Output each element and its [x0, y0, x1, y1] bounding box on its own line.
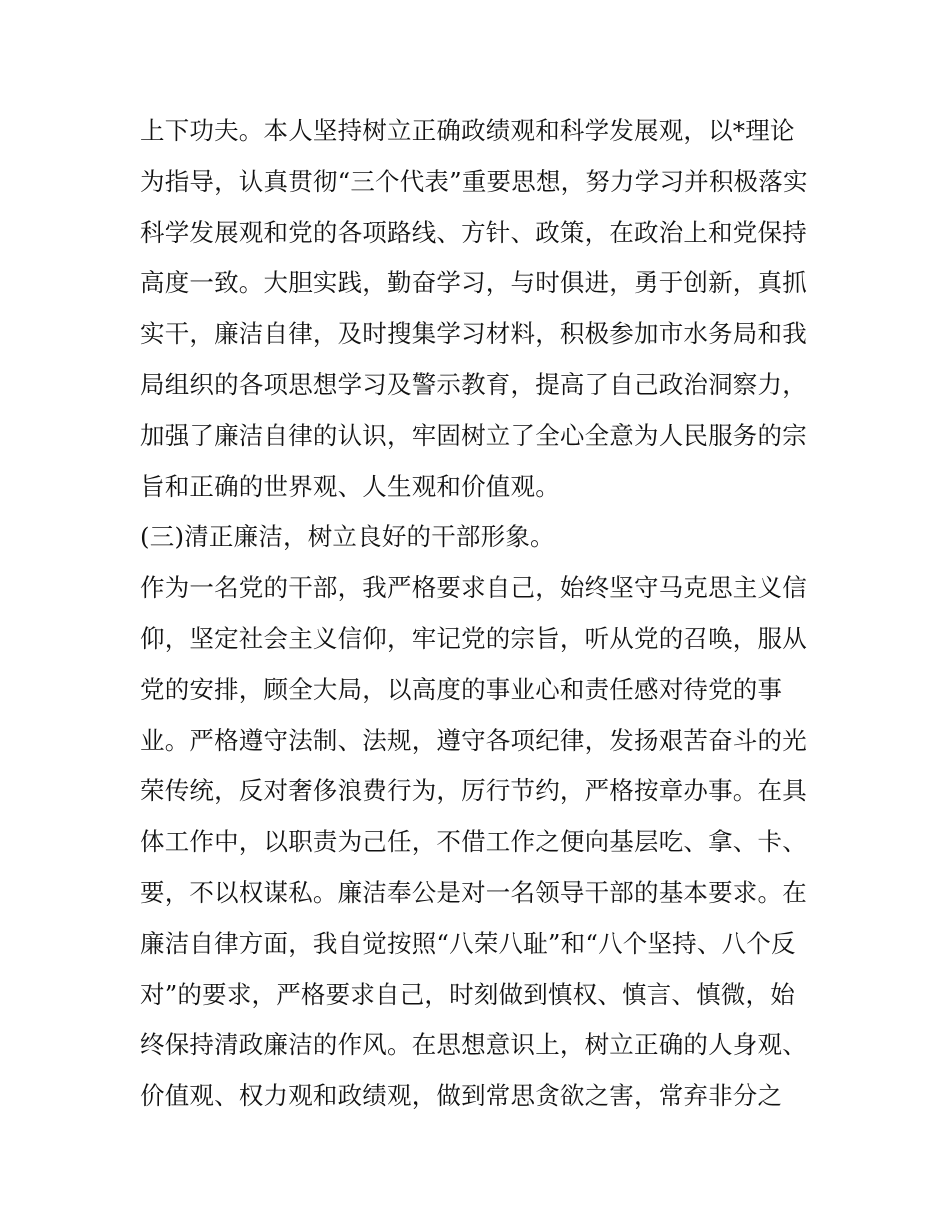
text-line: 对”的要求，严格要求自己，时刻做到慎权、慎言、慎微，始 [140, 979, 795, 1009]
text-line: 体工作中，以职责为己任，不借工作之便向基层吃、拿、卡、 [140, 827, 807, 857]
text-line: 作为一名党的干部，我严格要求自己，始终坚守马克思主义信 [140, 573, 807, 603]
text-line: 要，不以权谋私。廉洁奉公是对一名领导干部的基本要求。在 [140, 877, 807, 907]
text-line: 党的安排，顾全大局，以高度的事业心和责任感对待党的事 [140, 674, 783, 704]
text-line: 实干，廉洁自律，及时搜集学习材料，积极参加市水务局和我 [140, 319, 807, 349]
body-text [140, 106, 820, 1122]
section-heading: (三)清正廉洁，树立良好的干部形象。 [140, 522, 555, 552]
text-line: 终保持清政廉洁的作风。在思想意识上，树立正确的人身观、 [140, 1030, 807, 1060]
text-line: 旨和正确的世界观、人生观和价值观。 [140, 471, 560, 501]
text-line: 业。严格遵守法制、法规，遵守各项纪律，发扬艰苦奋斗的光 [140, 725, 807, 755]
text-line: 高度一致。大胆实践，勤奋学习，与时俱进，勇于创新，真抓 [140, 268, 807, 298]
text-line: 为指导，认真贯彻“三个代表”重要思想，努力学习并积极落实 [140, 166, 808, 196]
text-line: 荣传统，反对奢侈浪费行为，厉行节约，严格按章办事。在具 [140, 776, 807, 806]
text-line: 局组织的各项思想学习及警示教育，提高了自己政治洞察力， [140, 369, 807, 399]
text-line: 廉洁自律方面，我自觉按照“八荣八耻”和“八个坚持、八个反 [140, 928, 796, 958]
text-line: 加强了廉洁自律的认识，牢固树立了全心全意为人民服务的宗 [140, 420, 807, 450]
text-line: 仰，坚定社会主义信仰，牢记党的宗旨，听从党的召唤，服从 [140, 623, 807, 653]
text-line: 价值观、权力观和政绩观，做到常思贪欲之害，常弃非分之 [140, 1081, 783, 1111]
text-line: 上下功夫。本人坚持树立正确政绩观和科学发展观，以*理论 [140, 116, 795, 145]
text-line: 科学发展观和党的各项路线、方针、政策，在政治上和党保持 [140, 217, 807, 247]
